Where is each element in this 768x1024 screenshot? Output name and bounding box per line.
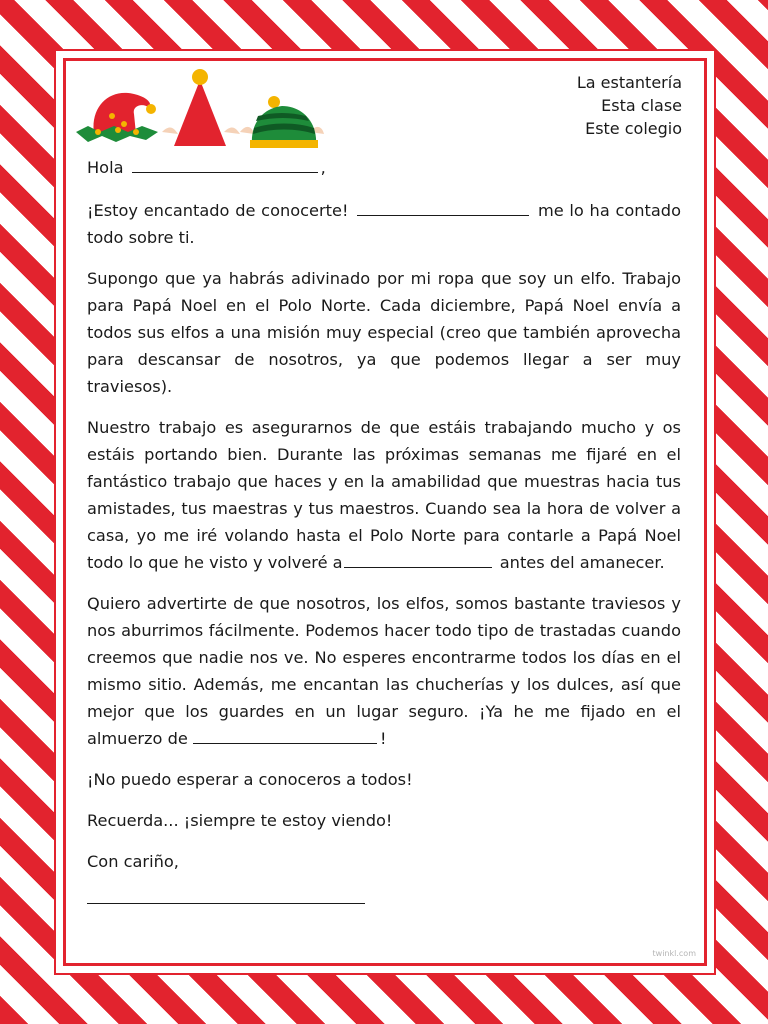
- paragraph-excited: ¡No puedo esperar a conoceros a todos!: [87, 770, 413, 789]
- greeting-line: [87, 154, 681, 181]
- address-line: La estantería: [576, 73, 682, 92]
- lunch-owner-blank[interactable]: [193, 725, 377, 744]
- intro-text-start: ¡Estoy encantado de conocerte!: [87, 201, 349, 220]
- paragraph-reminder: Recuerda... ¡siempre te estoy viendo!: [87, 811, 393, 830]
- teacher-name-blank[interactable]: [357, 197, 529, 216]
- closing: Con cariño,: [87, 852, 179, 871]
- signature-blank[interactable]: [87, 885, 365, 904]
- recipient-name-blank[interactable]: [132, 154, 318, 173]
- paragraph-elf-intro: Supongo que ya habrás adivinado por mi ropa que soy un elfo. Trabajo para Papá Noel en el Polo Norte. Cada diciembre, Papá Noel envía a todos sus elfos a una misión muy especial (creo que también aprovecha para descansar de nosotros, ya que podemos llegar a ser muy traviesos).: [87, 269, 681, 396]
- intro-text-end: me lo ha contado todo sobre ti.: [87, 201, 681, 247]
- paragraph-job: [87, 414, 681, 576]
- address-line: Este colegio: [585, 119, 682, 138]
- job-text-start: Nuestro trabajo es asegurarnos de que estáis trabajando mucho y os estáis portando bien. Durante las próximas semanas me fijaré en el fantástico trabajo que haces y en la amabilidad que muestras hacia tus amistades, tus maestras y tus maestros. Cuando sea la hora de volver a casa, yo me iré volando hasta el Polo Norte para contarle a Papá Noel todo lo que he visto y volveré a: [87, 418, 681, 572]
- santa-hat-icon: [162, 69, 240, 146]
- elf-hat-green-icon: [240, 96, 324, 148]
- place-blank[interactable]: [344, 549, 492, 568]
- job-text-end: antes del amanecer.: [499, 553, 665, 572]
- address-block: [577, 71, 682, 140]
- elf-hat-red-icon: [76, 93, 158, 142]
- paragraph-intro: [87, 197, 681, 251]
- mischief-end: !: [380, 729, 387, 748]
- greeting-text: Hola: [87, 158, 124, 177]
- paragraph-mischief: [87, 590, 681, 752]
- address-line: Esta clase: [601, 96, 682, 115]
- mischief-text: Quiero advertirte de que nosotros, los elfos, somos bastante traviesos y nos aburrimos fácilmente. Podemos hacer todo tipo de trastadas cuando creemos que nadie nos ve. No esperes encontrarme todos los días en el mismo sitio. Además, me encantan las chucherías y los dulces, así que mejor que los guardes en un lugar seguro. ¡Ya he me fijado en el almuerzo de: [87, 594, 681, 748]
- watermark: twinkl.com: [652, 949, 696, 958]
- letter-body: [87, 154, 681, 904]
- greeting-comma: ,: [320, 158, 326, 177]
- elf-hats-illustration: [74, 66, 330, 152]
